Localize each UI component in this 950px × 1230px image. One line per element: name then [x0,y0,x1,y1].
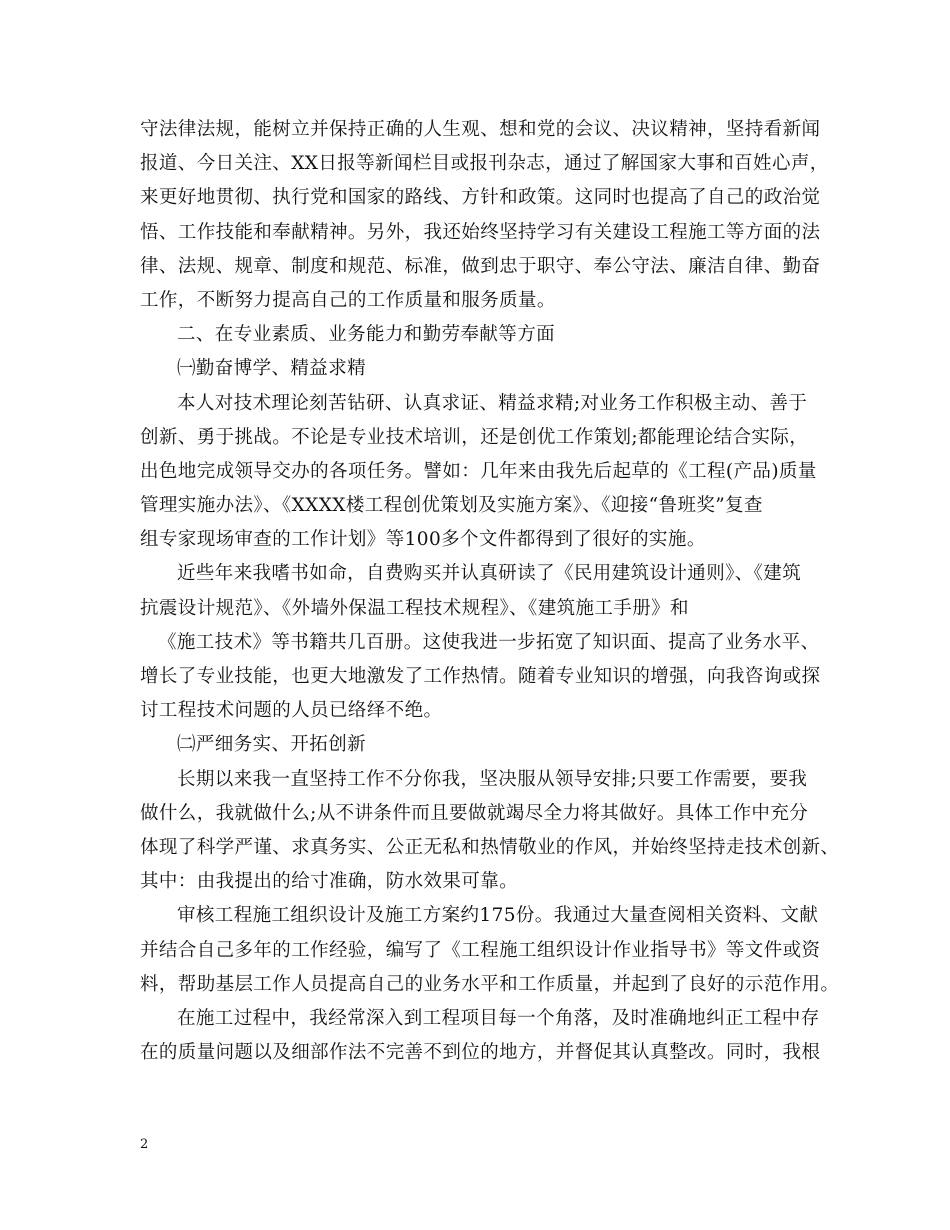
text-line: 来更好地贯彻、执行党和国家的路线、方针和政策。这同时也提高了自己的政治觉 [140,187,821,209]
text-line: 在的质量问题以及细部作法不完善不到位的地方，并督促其认真整改。同时，我根 [140,1042,821,1064]
text-line: 出色地完成领导交办的各项任务。譬如：几年来由我先后起草的《工程(产品)质量 [140,460,817,482]
text-line: 抗震设计规范》、《外墙外保温工程技术规程》、《建筑施工手册》和 [140,597,689,619]
text-line: 《施工技术》等书籍共几百册。这使我进一步拓宽了知识面、提高了业务水平、 [158,631,820,653]
paragraph-start: 本人对技术理论刻苦钻研、认真求证、精益求精;对业务工作积极主动、善于 [177,392,808,414]
text-line: 守法律法规，能树立并保持正确的人生观、想和党的会议、决议精神，坚持看新闻 [140,119,821,140]
text-line: 组专家现场审查的工作计划》等100多个文件都得到了很好的实施。 [140,529,706,551]
paragraph-start: 在施工过程中，我经常深入到工程项目每一个角落，及时准确地纠正工程中存 [177,1007,820,1029]
document-body [140,113,840,1070]
subsection-heading: ㈠勤奋博学、精益求精 [177,358,367,380]
text-line: 创新、勇于挑战。不论是专业技术培训，还是创优工作策划;都能理论结合实际， [140,426,809,448]
text-line: 律、法规、规章、制度和规范、标准，做到忠于职守、奉公守法、廉洁自律、勤奋 [140,255,821,277]
text-line: 做什么，我就做什么;从不讲条件而且要做就竭尽全力将其做好。具体工作中充分 [140,802,809,824]
section-heading: 二、在专业素质、业务能力和勤劳奉献等方面 [177,324,556,346]
text-line: 料，帮助基层工作人员提高自己的业务水平和工作质量，并起到了良好的示范作用。 [140,973,840,995]
subsection-heading: ㈡严细务实、开拓创新 [177,734,367,756]
text-line: 其中：由我提出的给寸准确，防水效果可靠。 [140,871,519,893]
text-line: 讨工程技术问题的人员已络绎不绝。 [140,700,443,722]
text-line: 增长了专业技能，也更大地激发了工作热情。随着专业知识的增强，向我咨询或探 [140,666,821,687]
text-line: 体现了科学严谨、求真务实、公正无私和热情敬业的作风，并始终坚持走技术创新、 [140,836,840,858]
paragraph-start: 近些年来我嗜书如命，自费购买并认真研读了《民用建筑设计通则》、《建筑 [177,563,802,585]
page-number: 2 [140,1137,149,1152]
text-line: 管理实施办法》、《XXXX楼工程创优策划及实施方案》、《迎接“鲁班奖”复查 [140,495,763,517]
text-line: 工作，不断努力提高自己的工作质量和服务质量。 [140,289,556,311]
paragraph-start: 审核工程施工组织设计及施工方案约175份。我通过大量查阅相关资料、文献 [177,905,819,927]
text-line: 并结合自己多年的工作经验，编写了《工程施工组织设计作业指导书》等文件或资 [140,939,821,961]
text-line: 报道、今日关注、XX日报等新闻栏目或报刊杂志，通过了解国家大事和百姓心声， [140,153,829,175]
paragraph-start: 长期以来我一直坚持工作不分你我，坚决服从领导安排;只要工作需要，要我 [177,768,808,790]
text-line: 悟、工作技能和奉献精神。另外，我还始终坚持学习有关建设工程施工等方面的法 [140,221,821,243]
